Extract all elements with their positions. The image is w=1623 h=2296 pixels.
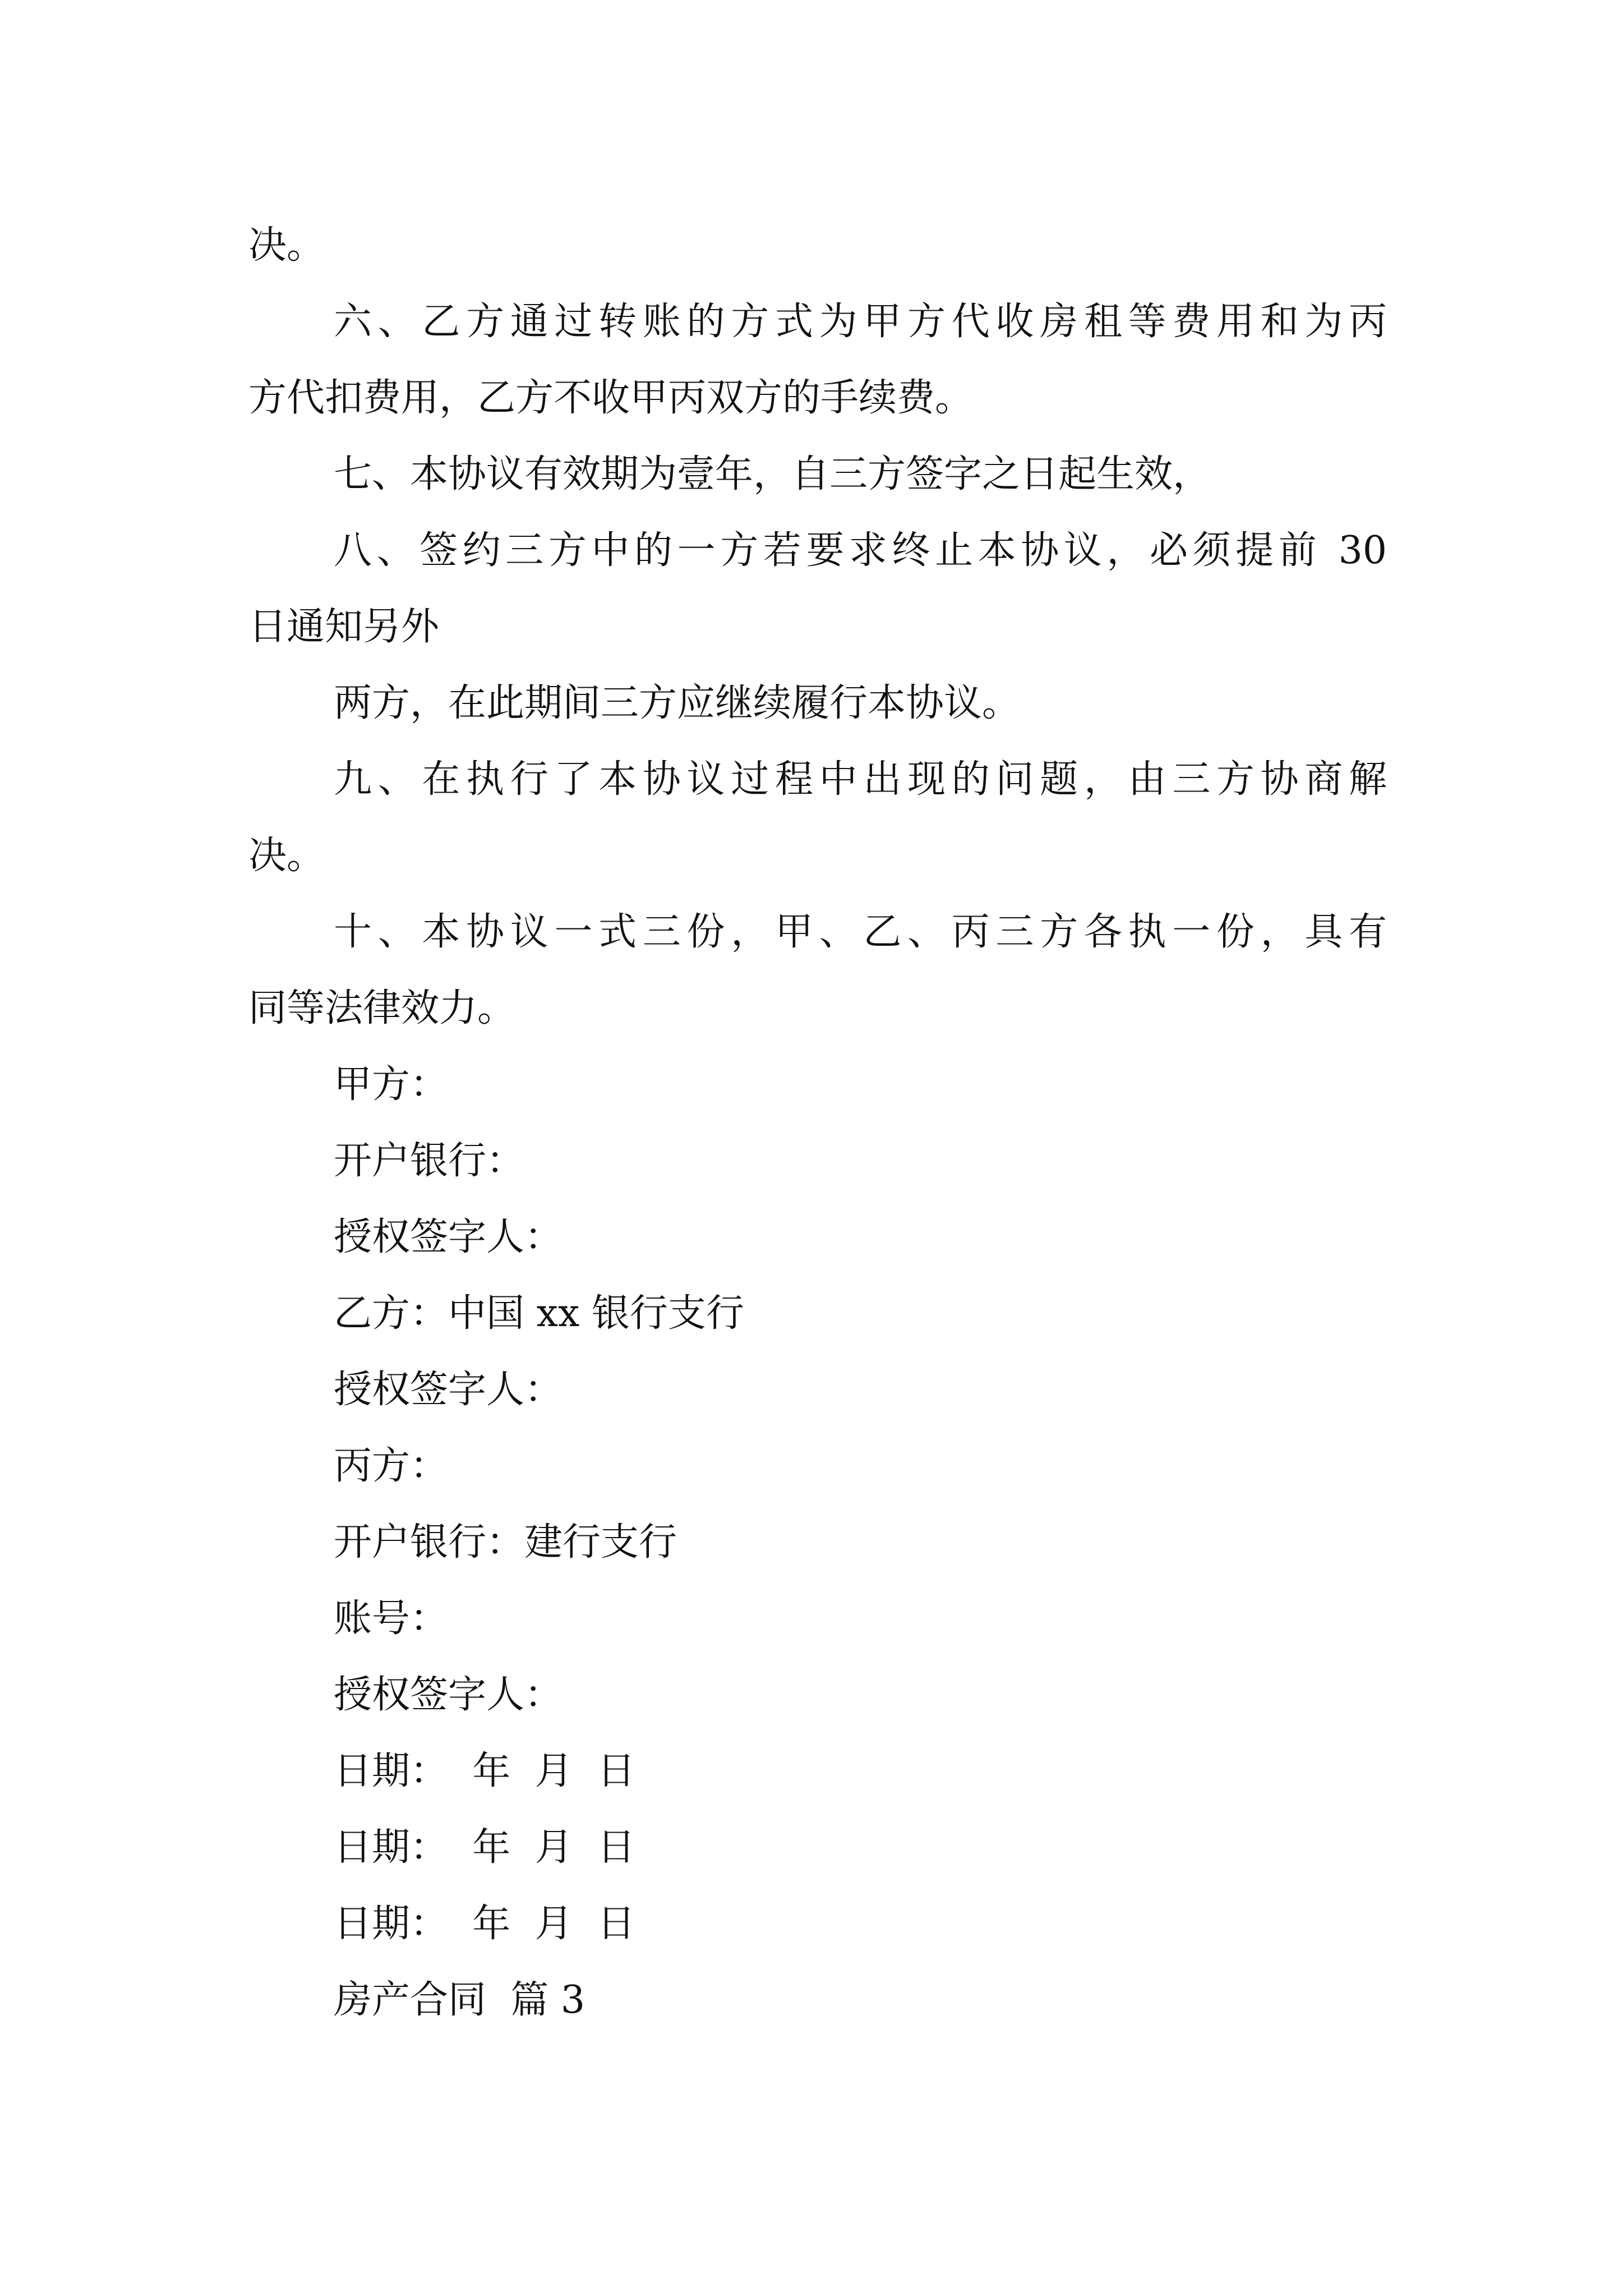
party-a-bank-label: 开户银行：	[334, 1139, 525, 1183]
line-10: 十、本协议一式三份，甲、乙、丙三方各执一份，具有	[334, 910, 1387, 954]
party-b-label: 乙方：中国 xx 银行支行	[334, 1291, 744, 1336]
section-heading: 房产合同 篇 3	[334, 1978, 585, 2022]
line-11: 同等法律效力。	[248, 986, 516, 1030]
line-6: 日通知另外	[248, 605, 440, 649]
party-a-signatory-label: 授权签字人：	[334, 1215, 563, 1259]
party-c-bank-label: 开户银行：建行支行	[334, 1520, 677, 1565]
line-2: 六、乙方通过转账的方式为甲方代收房租等费用和为丙	[334, 300, 1387, 344]
date-line-3: 日期： 年 月 日	[334, 1902, 635, 1946]
line-3: 方代扣费用，乙方不收甲丙双方的手续费。	[248, 376, 974, 420]
party-b-signatory-label: 授权签字人：	[334, 1368, 563, 1412]
party-a-label: 甲方：	[334, 1062, 449, 1107]
party-c-signatory-label: 授权签字人：	[334, 1673, 563, 1717]
line-8: 九、在执行了本协议过程中出现的问题，由三方协商解	[334, 757, 1387, 802]
date-line-1: 日期： 年 月 日	[334, 1749, 635, 1793]
line-5: 八、签约三方中的一方若要求终止本协议，必须提前 30	[334, 528, 1387, 573]
party-c-label: 丙方：	[334, 1444, 449, 1488]
line-7: 两方，在此期间三方应继续履行本协议。	[334, 681, 1021, 725]
line-4: 七、本协议有效期为壹年，自三方签字之日起生效，	[334, 452, 1211, 496]
party-c-account-label: 账号：	[334, 1596, 449, 1641]
date-line-2: 日期： 年 月 日	[334, 1825, 635, 1870]
document-body	[248, 208, 1387, 2039]
line-1: 决。	[248, 223, 325, 268]
line-9: 决。	[248, 834, 325, 878]
